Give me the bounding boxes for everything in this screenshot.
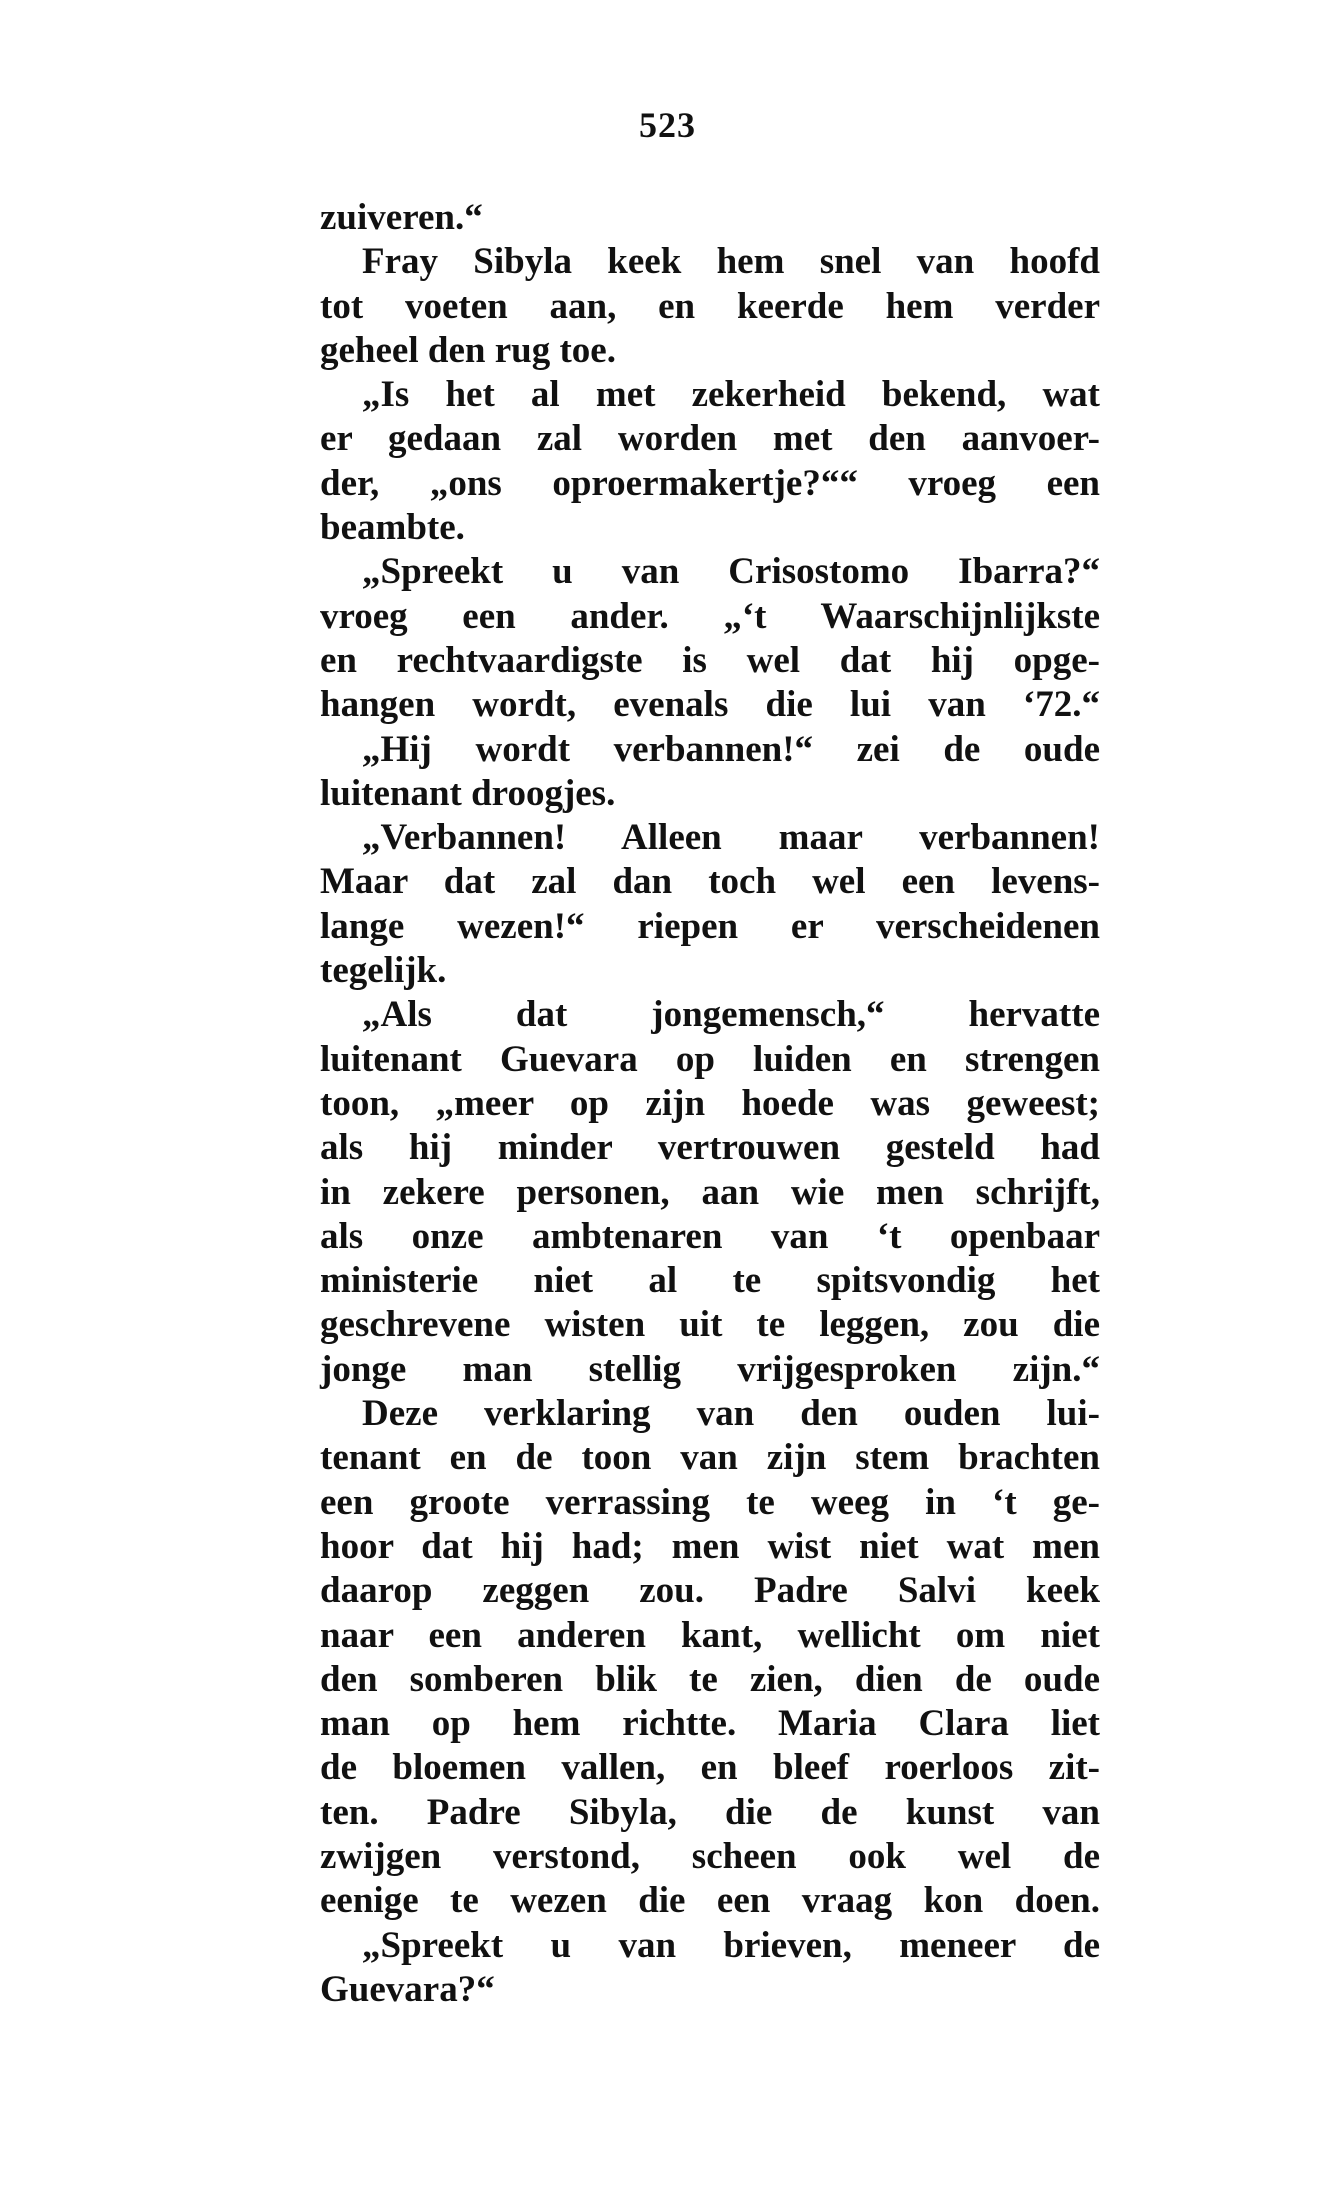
text-line: hoor dat hij had; men wist niet wat men: [320, 1525, 1100, 1567]
text-line: eenige te wezen die een vraag kon doen.: [320, 1880, 1100, 1922]
text-line: luitenant Guevara op luiden en strengen: [320, 1038, 1100, 1080]
text-line: als hij minder vertrouwen gesteld had: [320, 1127, 1100, 1169]
text-line: beambte.: [320, 507, 465, 549]
text-line: daarop zeggen zou. Padre Salvi keek: [320, 1570, 1100, 1612]
text-line: er gedaan zal worden met den aanvoer-: [320, 418, 1100, 460]
text-line: den somberen blik te zien, dien de oude: [320, 1658, 1100, 1700]
text-line: luitenant droogjes.: [320, 772, 616, 814]
text-line: man op hem richtte. Maria Clara liet: [320, 1703, 1100, 1745]
text-line: en rechtvaardigste is wel dat hij opge-: [320, 639, 1100, 681]
text-line: Maar dat zal dan toch wel een levens-: [320, 861, 1100, 903]
text-line: „Hij wordt verbannen!“ zei de oude: [362, 728, 1100, 770]
text-line: jonge man stellig vrijgesproken zijn.“: [320, 1348, 1100, 1390]
text-line: Deze verklaring van den ouden lui-: [362, 1393, 1100, 1435]
text-line: geschrevene wisten uit te leggen, zou die: [320, 1304, 1100, 1346]
text-line: „Verbannen! Alleen maar verbannen!: [362, 817, 1100, 859]
text-line: der, „ons oproermakertje?““ vroeg een: [320, 462, 1100, 504]
text-line: zwijgen verstond, scheen ook wel de: [320, 1835, 1100, 1877]
text-line: toon, „meer op zijn hoede was geweest;: [320, 1082, 1100, 1124]
text-line: zuiveren.“: [320, 197, 483, 238]
page-number: 523: [639, 105, 696, 145]
text-line: vroeg een ander. „‘t Waarschijnlijkste: [320, 595, 1100, 637]
text-line: „Is het al met zekerheid bekend, wat: [362, 374, 1100, 416]
text-line: naar een anderen kant, wellicht om niet: [320, 1614, 1100, 1656]
text-line: de bloemen vallen, en bleef roerloos zit-: [320, 1747, 1100, 1789]
text-line: Guevara?“: [320, 1968, 495, 2010]
text-line: in zekere personen, aan wie men schrijft,: [320, 1171, 1100, 1213]
text-line: geheel den rug toe.: [320, 329, 616, 371]
text-line: „Spreekt u van Crisostomo Ibarra?“: [362, 551, 1100, 593]
text-line: „Spreekt u van brieven, meneer de: [362, 1924, 1100, 1966]
text-line: hangen wordt, evenals die lui van ‘72.“: [320, 684, 1100, 726]
text-line: tot voeten aan, en keerde hem verder: [320, 285, 1100, 327]
text-line: ministerie niet al te spitsvondig het: [320, 1260, 1100, 1302]
text-line: Fray Sibyla keek hem snel van hoofd: [362, 241, 1100, 283]
text-line: ten. Padre Sibyla, die de kunst van: [320, 1791, 1100, 1833]
body-text: [320, 196, 1100, 2012]
text-line: tenant en de toon van zijn stem brachten: [320, 1437, 1100, 1479]
text-line: tegelijk.: [320, 950, 447, 992]
text-line: als onze ambtenaren van ‘t openbaar: [320, 1215, 1100, 1257]
text-line: lange wezen!“ riepen er verscheidenen: [320, 905, 1100, 947]
text-line: „Als dat jongemensch,“ hervatte: [362, 994, 1100, 1036]
text-line: een groote verrassing te weeg in ‘t ge-: [320, 1481, 1100, 1523]
